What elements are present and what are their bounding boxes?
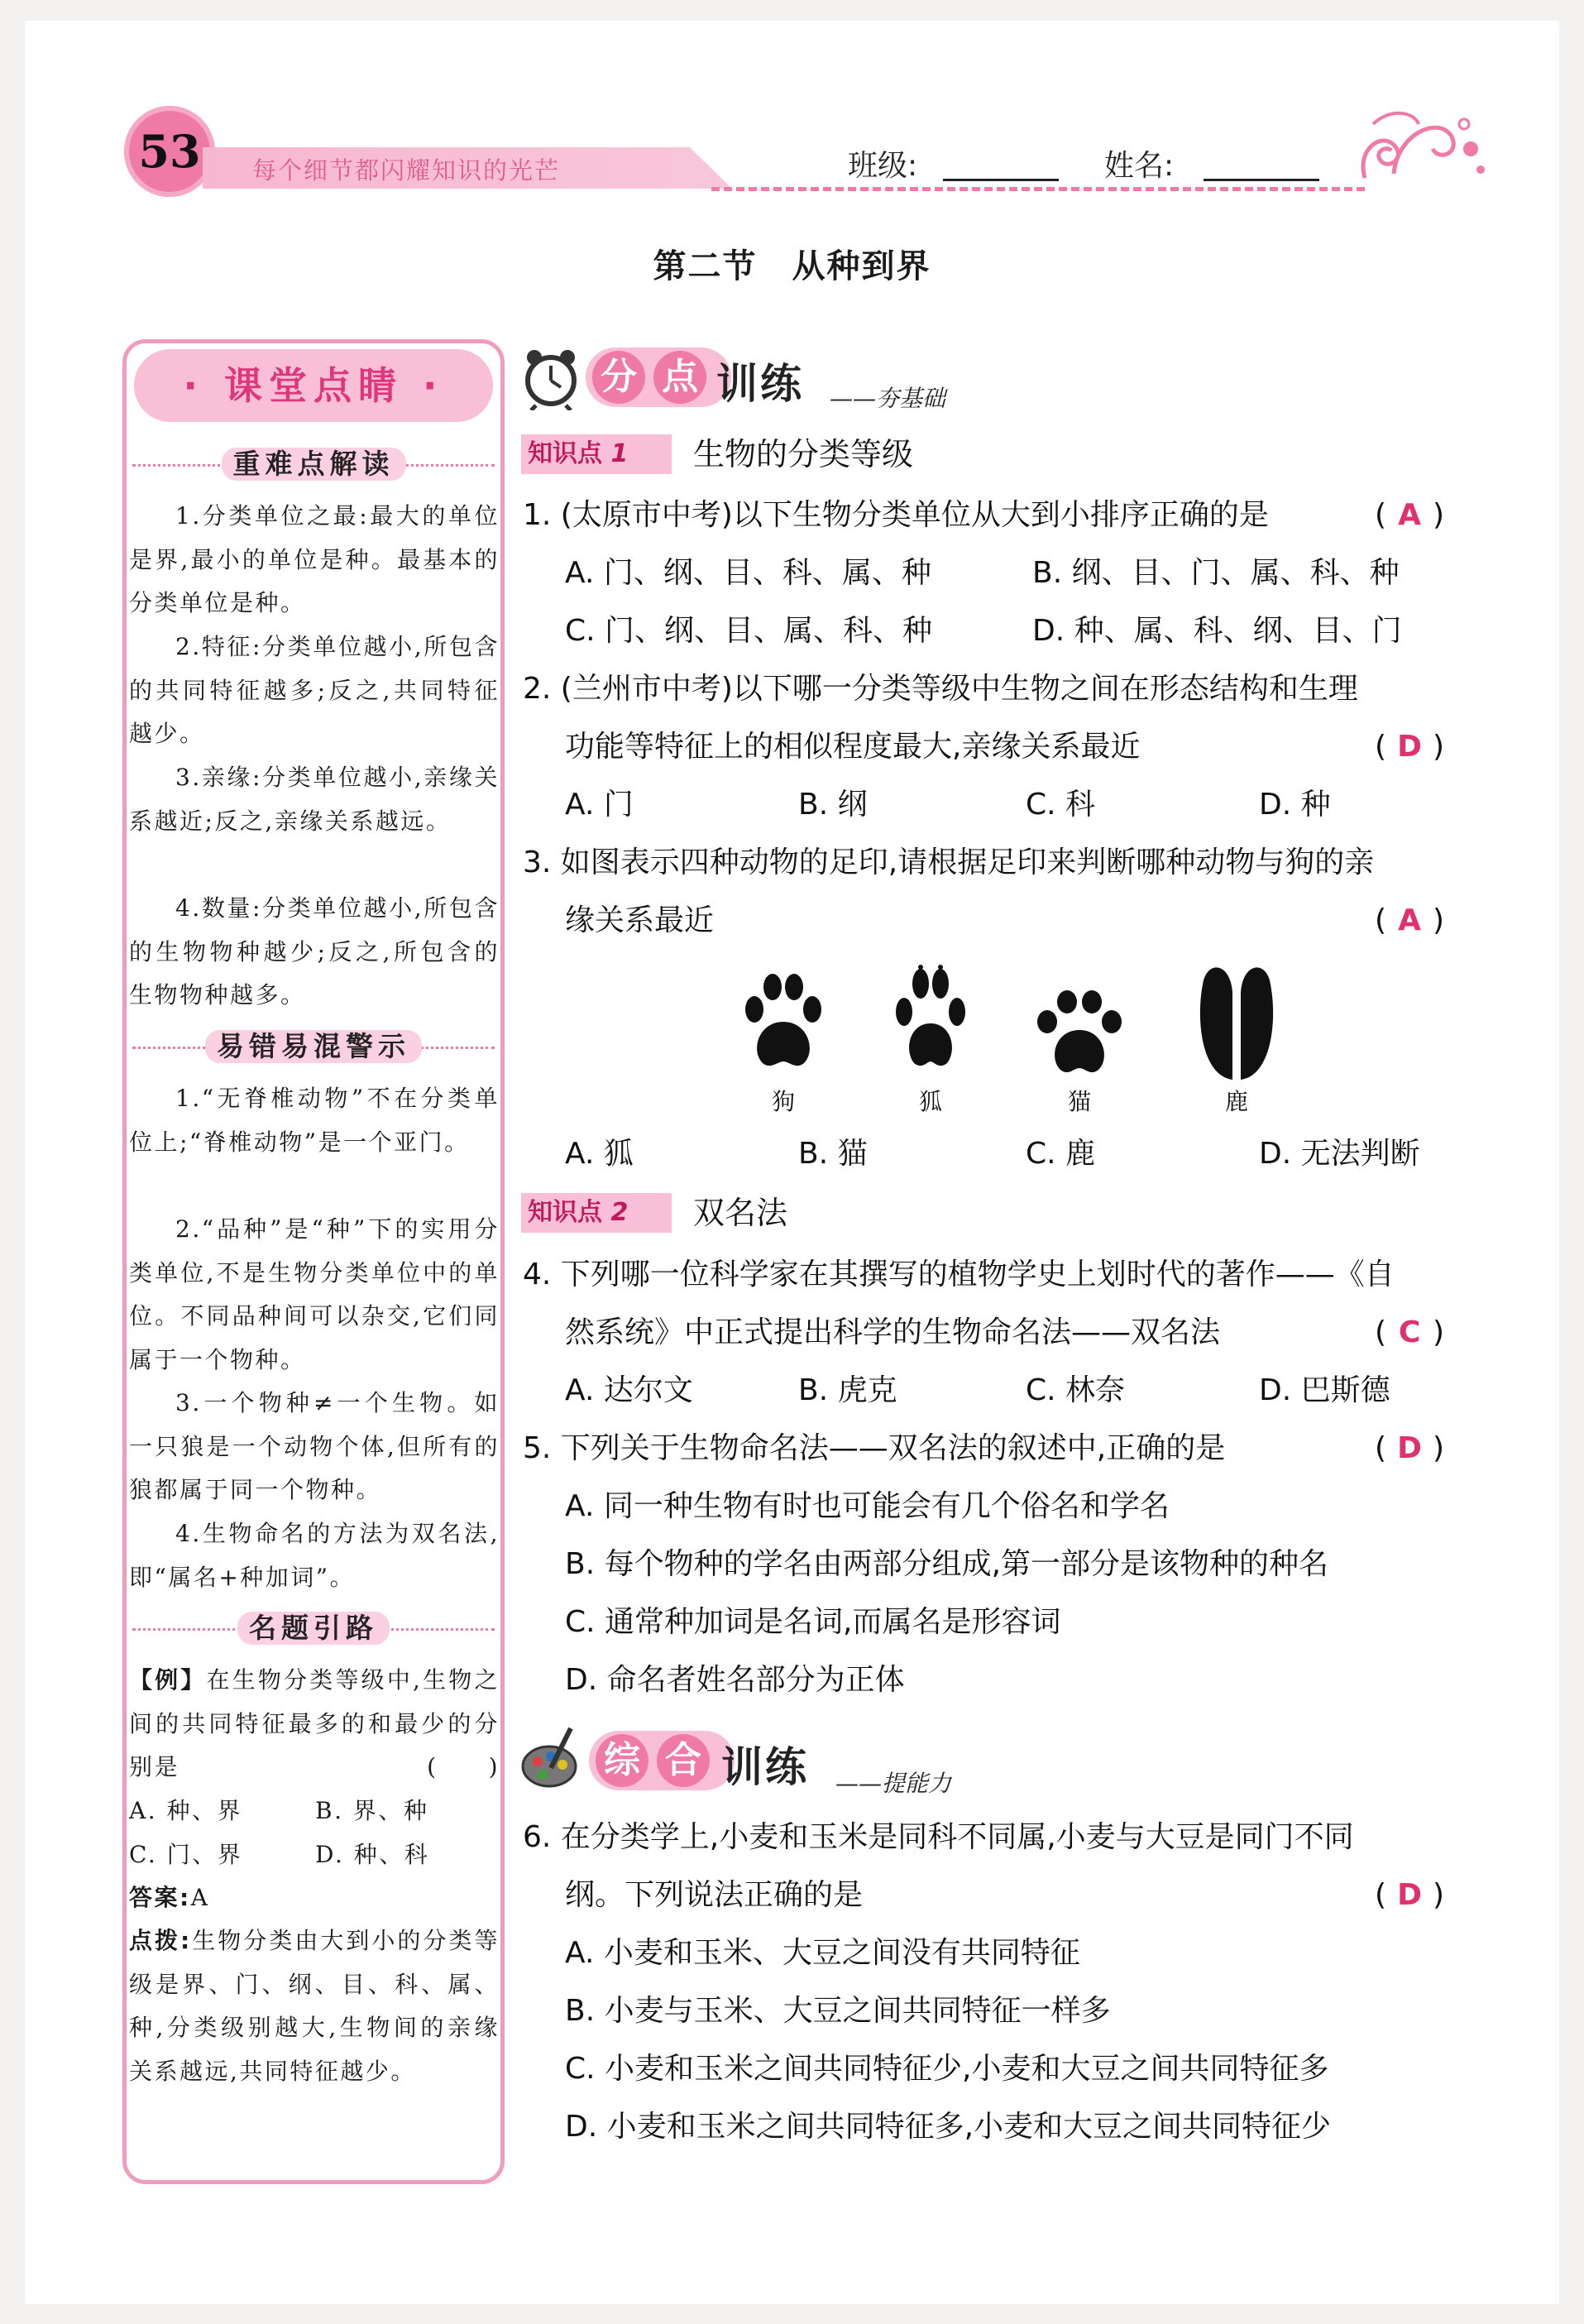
example-option: D. 种、科 (315, 1840, 430, 1868)
option-b: B. 纲 (798, 788, 868, 822)
footprint-label-deer: 鹿 (1224, 1088, 1248, 1115)
subheading-example (132, 1612, 495, 1645)
option-d: D. 小麦和玉米之间共同特征多,小麦和大豆之间共同特征少 (565, 2110, 1332, 2144)
example-question (129, 1659, 500, 1790)
section-subtitle: ——夯基础 (830, 385, 946, 412)
tip-label: 点拨: (129, 1927, 192, 1954)
question-text: 缘关系最近 (565, 903, 715, 937)
option-c: C. 鹿 (1026, 1137, 1096, 1171)
sidebar-paragraph (129, 887, 500, 1018)
section-char: 分 (592, 351, 645, 404)
knowledge-point-tag-text: 知识点 (528, 439, 602, 468)
sidebar-paragraph-text: 1.“无脊椎动物”不在分类单位上;“脊椎动物”是一个亚门。 (129, 1085, 500, 1156)
option-d: D. 种 (1259, 788, 1331, 822)
answer-mark: D (1397, 1878, 1422, 1912)
option-a: A. 小麦和玉米、大豆之间没有共同特征 (565, 1936, 1080, 1970)
option-b: B. 纲、目、门、属、科、种 (1032, 556, 1400, 590)
section-char: 综 (596, 1734, 648, 1787)
footprint-label-dog: 狗 (771, 1088, 795, 1115)
palette-brush-icon (521, 1725, 584, 1791)
motto-text: 每个细节都闪耀知识的光芒 (252, 156, 561, 184)
subheading-common-mistakes-label: 易错易混警示 (205, 1030, 422, 1063)
answer-label: 答案: (129, 1884, 191, 1911)
answer-mark: A (1398, 903, 1421, 937)
knowledge-point-number: 1 (610, 439, 629, 468)
sidebar-paragraph (129, 1382, 500, 1512)
answer-mark: C (1398, 1315, 1421, 1349)
page-number: 53 (138, 125, 201, 178)
deer-footprint-icon (1191, 960, 1282, 1084)
question-text: 2. (兰州市中考)以下哪一分类等级中生物之间在形态结构和生理 (523, 672, 1358, 706)
option-b: B. 小麦与玉米、大豆之间共同特征一样多 (565, 1994, 1111, 2028)
answer-value: A (190, 1884, 210, 1911)
name-field[interactable] (1204, 179, 1319, 181)
example-tip (129, 1919, 500, 2093)
chapter-title: 第二节 从种到界 (653, 247, 931, 285)
sidebar-paragraph (129, 495, 500, 625)
example-stem: 在生物分类等级中,生物之间的共同特征最多的和最少的分别是 (129, 1666, 500, 1780)
option-c: C. 科 (1026, 788, 1096, 822)
option-a: A. 门、纲、目、科、属、种 (565, 556, 931, 590)
class-field[interactable] (943, 179, 1059, 181)
question-text: 3. 如图表示四种动物的足印,请根据足印来判断哪种动物与狗的亲 (523, 846, 1375, 879)
option-d: D. 无法判断 (1259, 1137, 1420, 1171)
knowledge-point-title: 双名法 (693, 1195, 788, 1231)
knowledge-point-label (528, 434, 668, 474)
section-char: 合 (657, 1734, 710, 1787)
option-b: B. 每个物种的学名由两部分组成,第一部分是该物种的种名 (565, 1547, 1329, 1581)
subheading-key-points-label: 重难点解读 (222, 448, 406, 481)
question-text: 功能等特征上的相似程度最大,亲缘关系最近 (565, 730, 1141, 764)
option-b: B. 虎克 (798, 1373, 897, 1407)
sidebar-paragraph-text: 2.特征:分类单位越小,所包含的共同特征越多;反之,共同特征越少。 (129, 633, 500, 747)
question-text: 5. 下列关于生物命名法——双名法的叙述中,正确的是 (523, 1431, 1226, 1465)
example-option: C. 门、界 (129, 1840, 243, 1868)
knowledge-point-label (528, 1193, 668, 1233)
section-title: 训练 (716, 360, 804, 408)
example-option: A. 种、界 (129, 1797, 243, 1824)
option-d: D. 种、属、科、纲、目、门 (1032, 614, 1402, 648)
question-text: 4. 下列哪一位科学家在其撰写的植物学史上划时代的著作——《自 (523, 1258, 1395, 1291)
section-title: 训练 (721, 1743, 809, 1791)
knowledge-point-title: 生物的分类等级 (693, 436, 914, 472)
question-text: 然系统》中正式提出科学的生物命名法——双名法 (565, 1315, 1221, 1349)
sidebar-paragraph (129, 1208, 500, 1382)
answer-mark: D (1397, 730, 1422, 764)
example-option: B. 界、种 (315, 1797, 429, 1824)
answer-blank: ( D ) (1375, 728, 1444, 766)
sidebar-paragraph-text: 3.亲缘:分类单位越小,亲缘关系越近;反之,亲缘关系越远。 (129, 764, 500, 835)
question-text: 1. (太原市中考)以下生物分类单位从大到小排序正确的是 (523, 498, 1269, 532)
sidebar-paragraph-text: 1.分类单位之最:最大的单位是界,最小的单位是种。最基本的分类单位是种。 (129, 502, 500, 616)
option-d: D. 命名者姓名部分为正体 (565, 1663, 905, 1697)
sidebar-paragraph-text: 3.一个物种≠一个生物。如一只狼是一个动物个体,但所有的狼都属于同一个物种。 (129, 1389, 500, 1503)
subheading-common-mistakes (132, 1030, 495, 1063)
name-label: 姓名: (1104, 149, 1175, 183)
answer-mark: A (1398, 498, 1421, 532)
answer-blank: ( A ) (1375, 902, 1444, 940)
option-c: C. 林奈 (1026, 1373, 1126, 1407)
dog-footprint-icon (738, 972, 829, 1080)
knowledge-point-tag-text: 知识点 (528, 1198, 602, 1227)
section-char: 点 (653, 351, 706, 404)
answer-blank: ( A ) (1375, 496, 1444, 534)
cat-footprint-icon (1034, 989, 1125, 1080)
example-options (129, 1790, 500, 1876)
tip-text: 生物分类由大到小的分类等级是界、门、纲、目、科、属、种,分类级别越大,生物间的亲缘关系越远,共同特征越少。 (129, 1927, 500, 2085)
sidebar-paragraph-text: 4.数量:分类单位越小,所包含的生物物种越少;反之,所包含的生物物种越多。 (129, 894, 500, 1009)
option-c: C. 通常种加词是名词,而属名是形容词 (565, 1605, 1061, 1639)
sidebar-paragraph (129, 1077, 500, 1164)
class-label: 班级: (848, 149, 918, 183)
sidebar-paragraph (129, 625, 500, 756)
example-answer (129, 1876, 500, 1920)
fox-footprint-icon (889, 964, 972, 1080)
footprint-label-fox: 狐 (918, 1088, 942, 1115)
answer-blank: ( D ) (1375, 1430, 1444, 1468)
sidebar-paragraph-text: 2.“品种”是“种”下的实用分类单位,不是生物分类单位中的单位。不同品种间可以杂交,它们同属于一个物种。 (129, 1215, 500, 1373)
option-a: A. 狐 (565, 1137, 634, 1171)
example-answer-blank: ( ) (427, 1753, 500, 1780)
option-a: A. 门 (565, 788, 634, 822)
header-divider (711, 187, 1365, 191)
knowledge-point-number: 2 (610, 1198, 629, 1227)
flourish-ornament-icon (1348, 99, 1489, 190)
sidebar-paragraph (129, 756, 500, 843)
example-tag: 【例】 (129, 1666, 207, 1694)
subheading-key-points (132, 448, 495, 481)
answer-blank: ( D ) (1375, 1876, 1444, 1914)
subheading-example-label: 名题引路 (237, 1612, 390, 1645)
option-b: B. 猫 (798, 1137, 868, 1171)
sidebar-paragraph-text: 4.生物命名的方法为双名法,即“属名+种加词”。 (129, 1520, 500, 1591)
sidebar-paragraph (129, 1512, 500, 1599)
question-text: 纲。下列说法正确的是 (565, 1878, 864, 1912)
section-subtitle: ——提能力 (835, 1770, 952, 1797)
option-c: C. 小麦和玉米之间共同特征少,小麦和大豆之间共同特征多 (565, 2052, 1329, 2086)
option-d: D. 巴斯德 (1259, 1373, 1390, 1407)
sidebar-title-text: 课堂点睛 (224, 363, 403, 408)
answer-mark: D (1397, 1431, 1422, 1465)
question-text: 6. 在分类学上,小麦和玉米是同科不同属,小麦与大豆是同门不同 (523, 1820, 1354, 1854)
sidebar-title: · 课堂点睛 · (183, 363, 444, 408)
option-a: A. 达尔文 (565, 1373, 693, 1407)
answer-blank: ( C ) (1375, 1314, 1444, 1352)
option-a: A. 同一种生物有时也可能会有几个俗名和学名 (565, 1489, 1170, 1523)
alarm-clock-icon (523, 346, 579, 410)
footprint-label-cat: 猫 (1067, 1088, 1091, 1115)
option-c: C. 门、纲、目、属、科、种 (565, 614, 933, 648)
